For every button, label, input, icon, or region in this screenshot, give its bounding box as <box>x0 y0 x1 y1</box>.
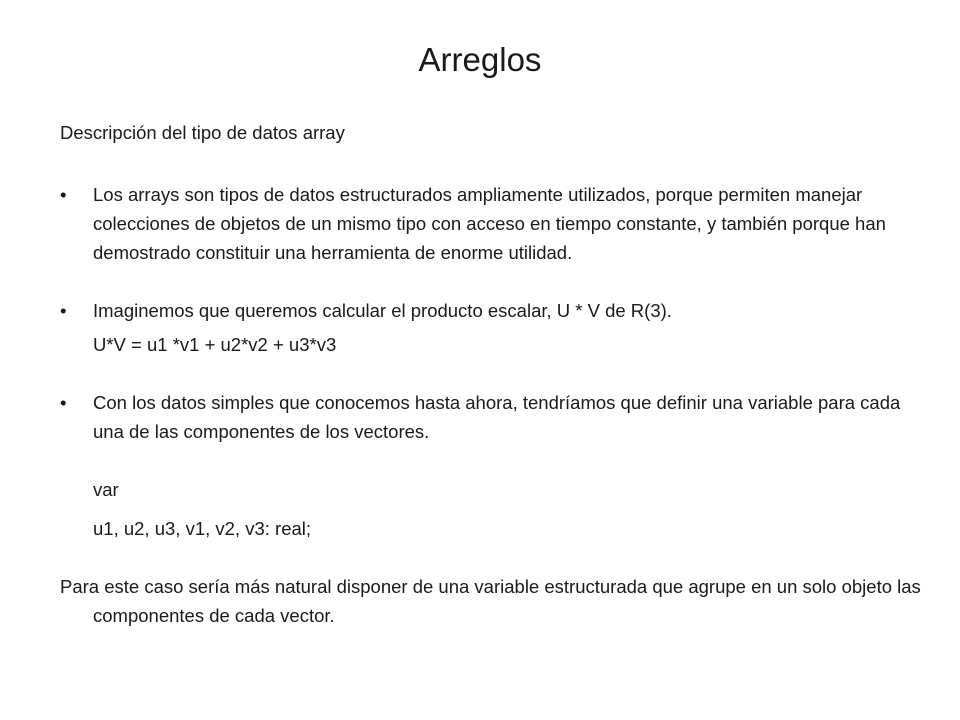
slide-subtitle: Descripción del tipo de datos array <box>60 122 345 143</box>
code-var-keyword: var <box>93 479 119 500</box>
bullet-text: Con los datos simples que conocemos hasta ahora, tendríamos que definir una variable para cada una de las componentes de los vectores. <box>93 392 901 442</box>
bullet-text: Los arrays son tipos de datos estructurados ampliamente utilizados, porque permiten manejar colecciones de objetos de un mismo tipo con acceso en tiempo constante, y también porque han demostrado constituir una herramienta de enorme utilidad. <box>93 184 886 263</box>
bullet-arrays-description <box>60 180 922 267</box>
code-declaration: u1, u2, u3, v1, v2, v3: real; <box>93 518 312 539</box>
bullet-dot: • <box>60 300 67 321</box>
formula-line: U*V = u1 *v1 + u2*v2 + u3*v3 <box>93 334 337 355</box>
bullet-text: Imaginemos que queremos calcular el producto escalar, U * V de R(3). <box>93 300 672 321</box>
closing-paragraph: Para este caso sería más natural disponer de una variable estructurada que agrupe en un solo objeto las componentes de cada vector. <box>60 576 921 626</box>
bullet-scalar-product <box>60 296 922 325</box>
slide-title: Arreglos <box>418 41 542 78</box>
bullet-dot: • <box>60 392 67 413</box>
bullet-dot: • <box>60 184 67 205</box>
slide-content <box>60 118 922 630</box>
bullet-simple-data <box>60 388 922 446</box>
